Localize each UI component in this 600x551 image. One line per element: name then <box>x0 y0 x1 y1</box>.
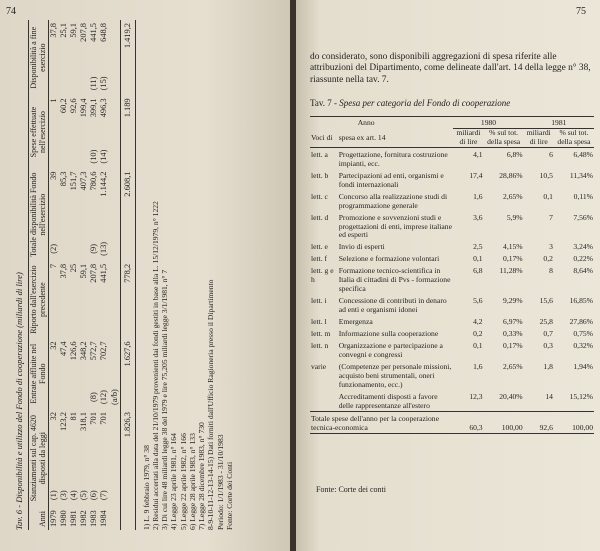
table-7-cell-desc: Accreditamenti disposti a favore delle rappresentanze all'estero <box>338 391 438 410</box>
table-6-title: Tav. 6 - Disponibilità e utilizzo del Fondo di cooperazione (miliardi di lire) <box>14 272 24 530</box>
table-6-cell-disp: 37,8 <box>49 23 59 38</box>
col-riporto: Riporto dall'esercizio precedente <box>29 265 47 334</box>
table-6-cell-tot_n <box>59 237 69 261</box>
table-6-cell-tot: 780,6 <box>89 171 99 191</box>
table-7-cell-desc: Formazione tecnico-scientifica in Italia di cittadini di Pvs - formazione specifica <box>338 266 451 294</box>
table-6-cell-disp_n <box>59 71 69 95</box>
table-6-empty-cell <box>110 20 121 71</box>
table-6-cell-stanz: 701 <box>99 412 109 425</box>
table-7-cell-m80: 1,6 <box>473 361 483 371</box>
table-6-cell-entr_n <box>49 385 60 409</box>
table-7-cell-desc: Invio di esperti <box>338 242 385 252</box>
col-stanziamenti: Stanziamenti sul cap. 4620 disposti da leggi <box>29 415 47 502</box>
page-number-right: 75 <box>576 6 586 17</box>
table-6-cell-stanz: 123,2 <box>59 412 69 431</box>
table-6-cell-stanz: 32 <box>49 412 59 421</box>
table-6-cell-disp_n <box>79 71 89 95</box>
table-7-total-label: Totale spese dell'anno per la cooperazione tecnica-economica <box>311 413 439 432</box>
table-7-cell-desc: Promozione e sovvenzioni studi e progettazioni di enti, imprese italiane ed esperti <box>338 212 452 240</box>
table-7-cell-voce: lett. d <box>311 212 329 222</box>
table-6-note: 4) Legge 23 aprile 1981, n° 164 <box>169 433 179 530</box>
table-6-empty-cell <box>110 261 121 339</box>
table-7-cell-voce: lett. a <box>311 149 328 159</box>
table-6-cell-stanz_n: (6) <box>89 490 99 501</box>
header-miliardi-1981: miliardi di lire <box>526 127 551 146</box>
table-7-cell-m81: 0,7 <box>543 329 553 339</box>
table-7-cell-p81: 27,86% <box>569 317 593 327</box>
table-7-cell-voce: lett. f <box>311 254 328 264</box>
table-7-cell-p80: 6,97% <box>503 317 523 327</box>
table-7-cell-p81: 0,22% <box>573 254 593 264</box>
table-7-cell-desc: Partecipazioni ad enti, organismi e fondi internazionali <box>338 170 444 189</box>
table-6-empty-cell <box>120 483 135 507</box>
table-7-cell-m80: 0,1 <box>473 254 483 264</box>
table-6-cell-rip: 37,8 <box>59 263 69 279</box>
table-6-cell-spese_n <box>69 145 79 169</box>
table-6-total-spese: 1.189 <box>122 98 132 118</box>
table-6-cell-anno: 1980 <box>59 510 69 527</box>
table-6-cell-anno: 1979 <box>49 510 59 527</box>
table-7-cell-m80: 0,2 <box>473 329 483 339</box>
table-6-empty-cell <box>110 169 121 237</box>
col-totale: Totale disponibilità Fondo nell'esercizio <box>29 172 47 257</box>
table-7-cell-m80: 6,8 <box>473 266 483 276</box>
table-6-empty-cell <box>110 507 121 530</box>
table-6-cell-entr_n: (8) <box>89 392 99 402</box>
table-6-cell-entr: 126,6 <box>69 341 79 361</box>
table-6-cell-stanz_n: (3) <box>59 490 69 501</box>
table-6-empty-cell <box>120 145 135 169</box>
table-7-row <box>310 390 594 411</box>
table-6-cell-spese: 92,6 <box>69 98 79 114</box>
table-7-cell-p80: 2,65% <box>503 361 523 371</box>
table-6-empty-cell <box>120 237 135 261</box>
table-7-title <box>310 98 510 108</box>
table-6-cell-stanz_n: (4) <box>69 490 79 501</box>
table-7-cell-desc: (Competenze per personale missioni, acquisto beni strumentali, oneri funzionamento, ecc.) <box>338 361 452 389</box>
table-7-cell-voce: lett. g e h <box>311 266 334 285</box>
header-pct-1981: % sul tot. della spesa <box>557 127 591 146</box>
table-7-cell-m80: 0,1 <box>473 341 483 351</box>
table-7-cell-desc: Concessione di contributi in denaro ad enti e organismi idonei <box>338 296 447 315</box>
table-7-cell-desc: Organizzazione e partecipazione a convegni e congressi <box>338 341 443 359</box>
left-page <box>0 0 292 551</box>
table-7-row <box>310 294 594 315</box>
table-7-row <box>310 360 594 390</box>
table-6-note: 2) Residui accertati alla data del 21/10/1979 provenienti dai fondi gestiti in base alla L. 15/12/1979, n° 1222 <box>150 201 160 530</box>
table-6-note: Periodo: 1/1/1983 - 31/10/1983 <box>215 434 225 530</box>
table-6-cell-rip: 207,8 <box>89 263 99 283</box>
table-7-cell-m81: 7 <box>549 212 553 222</box>
table-6-cell-anno: 1981 <box>69 510 79 527</box>
table-6-cell-spese_n <box>59 145 69 169</box>
table-6 <box>28 20 135 530</box>
rotated-table-block <box>14 20 284 530</box>
table-6-total-disp: 1.419,2 <box>122 23 132 49</box>
table-6-cell-disp: 441,5 <box>89 23 99 42</box>
table-7-row <box>310 264 594 294</box>
table-6-cell-spese: 60,2 <box>59 98 69 114</box>
table-7-cell-desc: Informazione sulla cooperazione <box>338 329 439 339</box>
header-miliardi-1980: miliardi di lire <box>456 127 481 146</box>
table-7-cell-m81: 1,8 <box>543 361 553 371</box>
table-7-cell-m81: 10,5 <box>539 170 553 180</box>
table-6-cell-spese_n: (14) <box>99 149 109 164</box>
table-7-row <box>310 169 594 190</box>
table-6-total-label <box>120 507 135 530</box>
table-7-row <box>310 147 594 168</box>
table-7-row <box>310 252 594 264</box>
table-7-total-row <box>310 411 594 433</box>
table-6-row <box>49 20 60 530</box>
table-6-cell-tot: 39 <box>49 171 59 180</box>
table-6-cell-disp_n <box>49 71 60 95</box>
table-6-cell-stanz_n: (7) <box>99 490 109 501</box>
header-year-1980: 1980 <box>453 117 523 129</box>
col-anni: Anni <box>37 511 47 527</box>
table-7-cell-p80: 20,40% <box>499 391 523 401</box>
table-6-empty-cell <box>110 237 121 261</box>
table-6-empty-cell <box>120 71 135 95</box>
table-7-cell-voce: lett. c <box>311 191 328 201</box>
table-7-cell-m81: 15,6 <box>539 296 553 306</box>
table-6-empty-cell <box>110 338 121 385</box>
table-6-total-entr: 1.627,6 <box>122 341 132 367</box>
table-6-cell-rip: 25 <box>69 263 79 273</box>
table-7-cell-p81: 6,48% <box>573 149 593 159</box>
table-6-cell-disp: 59,1 <box>69 23 79 38</box>
table-6-cell-stanz: 701 <box>89 412 99 425</box>
table-6-cell-anno: 1982 <box>79 510 89 527</box>
table-6-note: Fonte: Corte dei Conti <box>224 461 234 530</box>
table-7-cell-m80: 4,1 <box>473 149 483 159</box>
table-7-cell-m81: 6 <box>549 149 553 159</box>
header-spesa: spesa ex art. 14 <box>338 133 386 143</box>
table-7-total-m80: 60,3 <box>469 422 483 432</box>
table-7-cell-voce: lett. b <box>311 170 329 180</box>
table-7-cell-p80: 4,15% <box>503 242 523 252</box>
table-7-cell-voce: lett. m <box>311 329 331 339</box>
table-6-empty-cell <box>110 71 121 95</box>
table-7-cell-voce: lett. l <box>311 317 327 327</box>
table-7-cell-p80: 9,29% <box>503 296 523 306</box>
table-6-cell-disp_n <box>69 71 79 95</box>
table-6-note: 5) Legge 22 aprile 1982, n° 166 <box>178 433 188 530</box>
col-disponibilita: Disponibilità a fine esercizio <box>29 26 47 89</box>
table-6-cell-entr: 348,2 <box>79 341 89 361</box>
col-spese: Spese effettuate nell'esercizio <box>29 106 47 158</box>
table-6-cell-spese: 399,1 <box>89 98 99 118</box>
page-number-left: 74 <box>6 6 16 17</box>
table-7-cell-p81: 0,75% <box>573 329 593 339</box>
table-7-cell-m81: 25,8 <box>539 317 553 327</box>
source-note: Fonte: Corte dei conti <box>316 485 386 494</box>
table-7-cell-p80: 28,86% <box>499 170 523 180</box>
table-6-cell-stanz: 81 <box>69 412 79 421</box>
table-7-cell-p80: 5,9% <box>506 212 523 222</box>
table-7-cell-voce: lett. i <box>311 296 327 306</box>
table-6-ab-note: (a/b) <box>109 389 119 405</box>
header-voci: Voci di <box>311 133 333 143</box>
table-7-cell-p81: 0,11% <box>573 191 593 201</box>
header-anno: Anno <box>357 118 375 127</box>
header-year-1981: 1981 <box>524 117 594 129</box>
table-7-cell-m81: 3 <box>549 242 553 252</box>
table-6-cell-spese: 1 <box>49 98 59 103</box>
table-7-cell-p81: 1,94% <box>573 361 593 371</box>
table-6-notes <box>142 20 235 530</box>
table-6-cell-entr_n <box>59 385 69 409</box>
table-6-cell-anno: 1983 <box>89 510 99 527</box>
table-6-cell-spese_n: (10) <box>89 149 99 164</box>
table-6-cell-spese_n <box>49 145 60 169</box>
table-7-cell-p81: 8,64% <box>573 266 593 276</box>
table-7-cell-m80: 12,3 <box>469 391 483 401</box>
table-7-cell-m80: 2,5 <box>473 242 483 252</box>
table-6-cell-tot: 151,7 <box>69 171 79 191</box>
table-6-cell-disp_n: (11) <box>89 76 99 91</box>
table-7-cell-m81: 0,1 <box>543 191 553 201</box>
table-6-cell-tot: 1.144,2 <box>99 171 109 197</box>
table-7-total-p80: 100,00 <box>501 422 523 432</box>
table-6-cell-tot_n: (9) <box>89 244 99 254</box>
table-6-subnote-row <box>110 20 121 530</box>
table-7-cell-m80: 5,6 <box>473 296 483 306</box>
table-7-cell-p80: 0,33% <box>503 329 523 339</box>
table-7-cell-m81: 8 <box>549 266 553 276</box>
table-6-cell-disp: 207,8 <box>79 23 89 42</box>
table-7-cell-p81: 0,32% <box>573 341 593 351</box>
table-7-cell-p80: 0,17% <box>503 254 523 264</box>
table-6-note: 1) L. 9 febbraio 1979, n° 38 <box>141 445 151 530</box>
table-6-cell-rip: 59,1 <box>79 263 89 279</box>
right-page <box>296 0 600 551</box>
table-7-cell-p81: 3,24% <box>573 242 593 252</box>
table-6-cell-anno: 1984 <box>99 510 109 527</box>
col-entrate: Entrate affluite nel Fondo <box>29 343 47 404</box>
table-6-cell-rip: 7 <box>49 263 59 269</box>
table-6-total-stanz: 1.826,3 <box>122 412 132 438</box>
table-7-cell-p81: 16,85% <box>569 296 593 306</box>
table-7-cell-p80: 6,8% <box>506 149 523 159</box>
table-6-row <box>69 20 79 530</box>
table-7-cell-p80: 11,28% <box>499 266 523 276</box>
table-7-cell-desc: Emergenza <box>338 317 373 327</box>
table-6-cell-entr: 47,4 <box>59 341 69 357</box>
table-7-cell-p80: 0,17% <box>503 341 523 351</box>
table-7-cell-m80: 3,6 <box>473 212 483 222</box>
table-7-cell-m80: 4,2 <box>473 317 483 327</box>
table-6-empty-cell <box>110 409 121 483</box>
table-7-row <box>310 339 594 360</box>
table-6-cell-disp: 648,8 <box>99 23 109 42</box>
table-6-cell-tot_n <box>69 237 79 261</box>
table-6-row <box>89 20 99 530</box>
table-6-cell-disp: 25,1 <box>59 23 69 38</box>
table-6-cell-entr_n <box>79 385 89 409</box>
table-7-cell-m81: 0,3 <box>543 341 553 351</box>
table-7-cell-desc: Selezione e formazione volontari <box>338 254 440 264</box>
table-6-cell-tot: 85,3 <box>59 171 69 187</box>
table-6-cell-spese_n <box>79 145 89 169</box>
table-6-empty-cell <box>110 483 121 507</box>
table-7-row <box>310 327 594 339</box>
table-6-cell-tot_n: (13) <box>99 241 109 256</box>
table-6-cell-spese: 496,3 <box>99 98 109 118</box>
table-6-total-rip: 778,2 <box>122 263 132 283</box>
table-6-cell-disp_n: (15) <box>99 76 109 91</box>
table-6-cell-entr_n: (12) <box>99 390 109 405</box>
table-6-note: 7) Legge 28 dicembre 1983, n° 730 <box>197 422 207 530</box>
table-7-total-m81: 92,6 <box>539 422 553 432</box>
table-7-cell-p81: 15,12% <box>569 391 593 401</box>
table-7-cell-m80: 17,4 <box>469 170 483 180</box>
table-7-title-text: Spesa per categoria del Fondo di cooperazione <box>339 98 511 108</box>
table-7-row <box>310 190 594 211</box>
table-7-cell-m81: 14 <box>545 391 553 401</box>
table-7-cell-m81: 0,2 <box>543 254 553 264</box>
table-6-total-row <box>120 20 135 530</box>
table-6-cell-entr: 572,7 <box>89 341 99 361</box>
table-6-cell-stanz_n: (5) <box>79 490 89 501</box>
table-6-total-tot: 2.608,1 <box>122 171 132 197</box>
table-6-cell-tot_n <box>79 237 89 261</box>
table-6-cell-entr: 702,7 <box>99 341 109 361</box>
table-7-cell-voce <box>310 390 338 411</box>
table-7-row <box>310 240 594 252</box>
table-6-cell-entr_n <box>69 385 79 409</box>
table-6-cell-tot_n: (2) <box>49 244 59 254</box>
table-6-row <box>79 20 89 530</box>
table-7-cell-desc: Progettazione, fornitura costruzione impianti, ecc. <box>338 149 448 168</box>
table-6-cell-tot: 407,3 <box>79 171 89 191</box>
table-6-cell-rip: 441,5 <box>99 263 109 283</box>
table-6-row <box>59 20 69 530</box>
table-6-note: 8-9-10-11-12-13-14-15) Dati forniti dall'Ufficio Ragioneria presso il Dipartimento <box>206 279 216 530</box>
table-6-cell-stanz_n: (1) <box>49 490 59 501</box>
table-7-row <box>310 211 594 241</box>
intro-paragraph: do considerato, sono disponibili aggregazioni di spesa riferite alle attribuzioni del Dipartimento, come delineate dall'art. 14 della legge n° 38, riassunte nella tav. 7. <box>310 52 591 85</box>
table-6-cell-stanz: 318,1 <box>79 412 89 431</box>
header-pct-1980: % sul tot. della spesa <box>487 127 521 146</box>
table-6-empty-cell <box>110 95 121 144</box>
table-7-prefix: Tav. 7 - <box>310 98 340 108</box>
table-6-row <box>99 20 109 530</box>
table-7-cell-p80: 2,65% <box>503 191 523 201</box>
table-7-cell-voce: varie <box>311 361 327 371</box>
table-6-cell-spese: 199,4 <box>79 98 89 118</box>
table-7-row <box>310 315 594 327</box>
table-6-cell-entr: 32 <box>49 341 59 350</box>
table-7-total-p81: 100,00 <box>572 422 593 432</box>
table-6-empty-cell <box>110 145 121 169</box>
table-6-note: 3) Di cui lire 48 miliardi legge 38 del 1979 e lire 75,205 miliardi legge 3/1/1981, n° 7 <box>160 269 170 530</box>
table-7-cell-voce: lett. e <box>311 242 328 252</box>
table-7-cell-p81: 7,56% <box>573 212 593 222</box>
table-7 <box>310 116 594 434</box>
table-6-empty-cell <box>120 385 135 409</box>
table-7-cell-desc: Concorso alla realizzazione studi di programmazione generale <box>338 191 448 210</box>
table-7-cell-m80: 1,6 <box>473 191 483 201</box>
table-7-cell-p81: 11,34% <box>569 170 593 180</box>
table-6-note: 6) Legge 28 aprile 1983, n° 133 <box>187 433 197 530</box>
table-7-cell-voce: lett. n <box>311 341 329 351</box>
